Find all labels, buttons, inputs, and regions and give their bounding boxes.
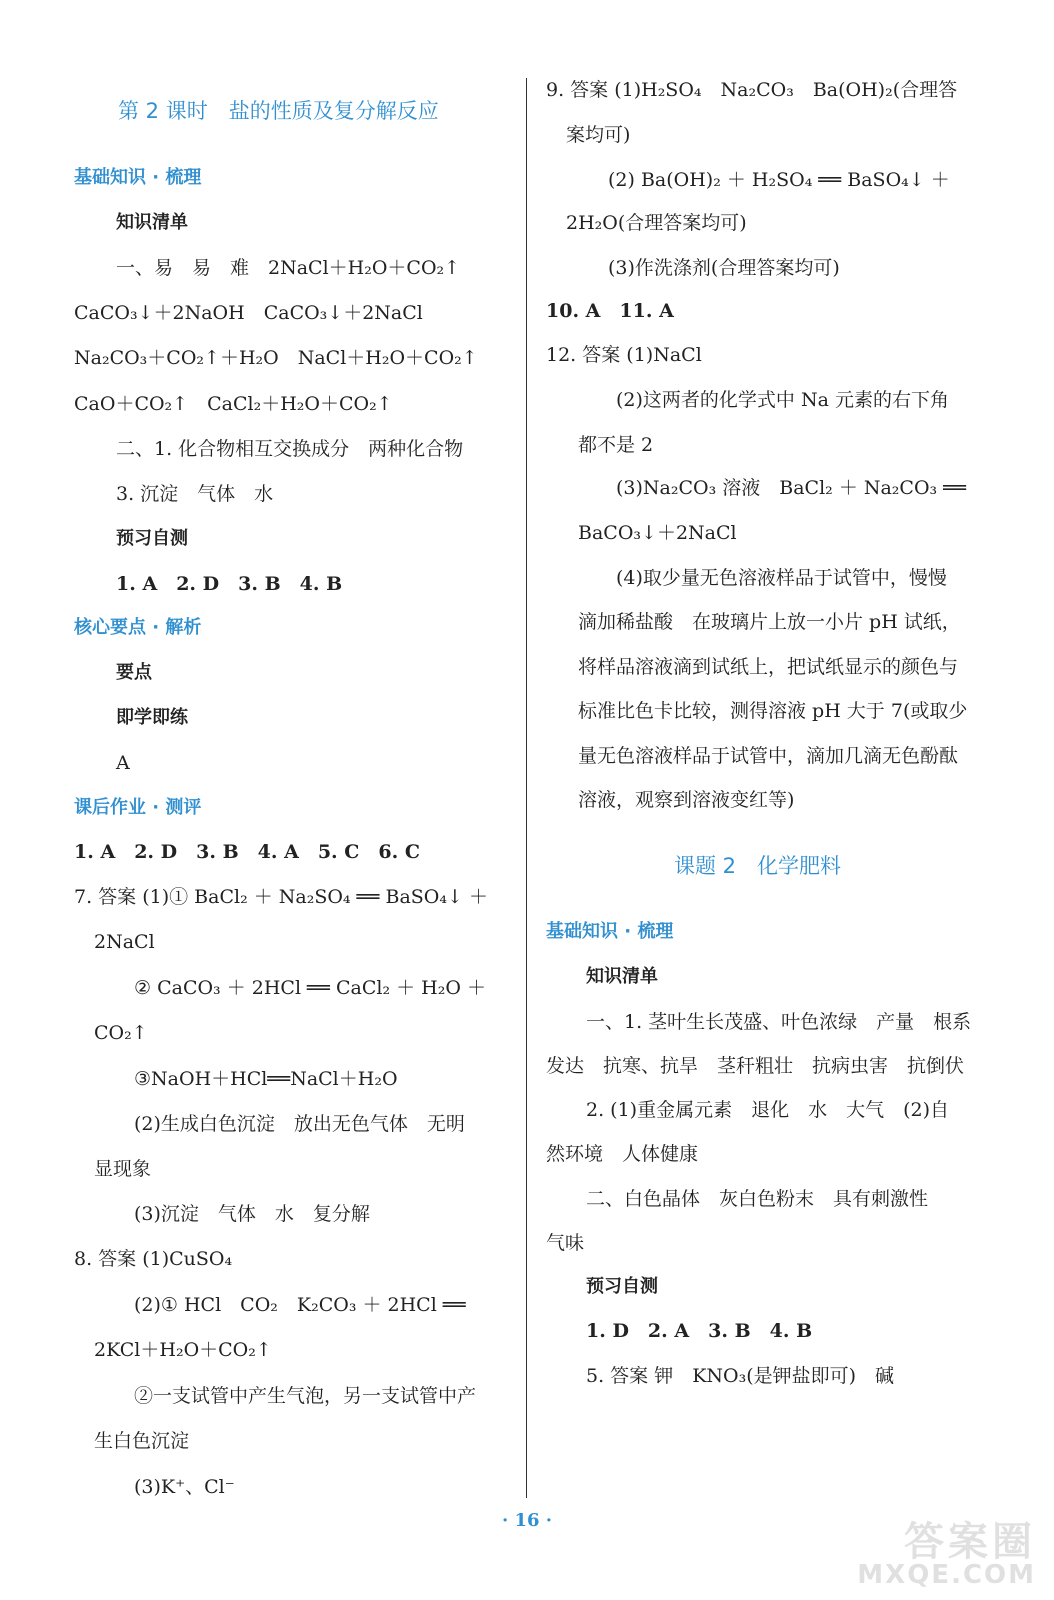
- answer-line: 5. 答案 钾 KNO₃(是钾盐即可) 碱: [586, 1365, 895, 1387]
- section-heading-core-points: 核心要点 · 解析: [74, 617, 202, 638]
- answer-line: 量无色溶液样品于试管中，滴加几滴无色酚酞: [578, 745, 959, 767]
- answer-line: 2NaCl: [94, 931, 155, 953]
- answer-line: (3)沉淀 气体 水 复分解: [134, 1203, 370, 1225]
- answer-line: 滴加稀盐酸 在玻璃片上放一小片 pH 试纸，: [578, 611, 961, 633]
- answer-line: (3)作洗涤剂(合理答案均可): [608, 257, 840, 279]
- answer-line: (2)这两者的化学式中 Na 元素的右下角: [616, 389, 949, 411]
- answer-line: 2KCl＋H₂O＋CO₂↑: [94, 1339, 272, 1361]
- answer-line: Na₂CO₃＋CO₂↑＋H₂O NaCl＋H₂O＋CO₂↑: [74, 347, 478, 369]
- section-heading-basics: 基础知识 · 梳理: [546, 921, 674, 942]
- answer-line: ② CaCO₃ ＋ 2HCl ══ CaCl₂ ＋ H₂O ＋: [134, 977, 486, 999]
- subheading-practice: 即学即练: [116, 707, 188, 728]
- subheading-knowledge-list: 知识清单: [116, 212, 188, 233]
- answer-line: 二、白色晶体 灰白色粉末 具有刺激性: [586, 1188, 929, 1210]
- answer-line: 然环境 人体健康: [546, 1143, 699, 1165]
- answer-line: 发达 抗寒、抗旱 茎秆粗壮 抗病虫害 抗倒伏: [546, 1055, 965, 1077]
- answer-line: ②一支试管中产生气泡，另一支试管中产: [134, 1385, 477, 1407]
- subheading-knowledge-list: 知识清单: [586, 966, 658, 987]
- answer-line: 3. 沉淀 气体 水: [116, 483, 274, 505]
- answer-line: 案均可): [566, 124, 631, 146]
- answer-line: CaCO₃↓＋2NaOH CaCO₃↓＋2NaCl: [74, 302, 423, 324]
- answer-line: 12. 答案 (1)NaCl: [546, 344, 702, 366]
- answer-line: 8. 答案 (1)CuSO₄: [74, 1248, 233, 1270]
- answer-line: 二、1. 化合物相互交换成分 两种化合物: [116, 438, 464, 460]
- answer-line: 一、易 易 难 2NaCl＋H₂O＋CO₂↑: [116, 257, 461, 279]
- topic-title: 课题 2 化学肥料: [674, 854, 842, 878]
- answer-line: 将样品溶液滴到试纸上，把试纸显示的颜色与: [578, 656, 959, 678]
- answer-line: ③NaOH＋HCl══NaCl＋H₂O: [134, 1068, 398, 1090]
- answer-line: CaO＋CO₂↑ CaCl₂＋H₂O＋CO₂↑: [74, 393, 393, 415]
- answer-line: 1. A 2. D 3. B 4. B: [116, 573, 343, 595]
- answer-line: 都不是 2: [578, 434, 654, 456]
- subheading-key-points: 要点: [116, 662, 152, 683]
- watermark-text: 答案圈: [904, 1519, 1036, 1565]
- answer-line: (4)取少量无色溶液样品于试管中，慢慢: [616, 567, 947, 589]
- answer-line: 7. 答案 (1)① BaCl₂ ＋ Na₂SO₄ ══ BaSO₄↓ ＋: [74, 886, 488, 908]
- answer-line: 2H₂O(合理答案均可): [566, 212, 747, 234]
- answer-line: 1. D 2. A 3. B 4. B: [586, 1320, 813, 1342]
- answer-line: 一、1. 茎叶生长茂盛、叶色浓绿 产量 根系: [586, 1011, 972, 1033]
- answer-line: 标准比色卡比较，测得溶液 pH 大于 7(或取少: [578, 700, 968, 722]
- answer-line: 2. (1)重金属元素 退化 水 大气 (2)自: [586, 1099, 949, 1121]
- subheading-preview-test: 预习自测: [586, 1276, 658, 1297]
- answer-line: 10. A 11. A: [546, 300, 674, 322]
- answer-line: (2)生成白色沉淀 放出无色气体 无明: [134, 1113, 465, 1135]
- section-heading-homework: 课后作业 · 测评: [74, 797, 202, 818]
- lesson-title: 第 2 课时 盐的性质及复分解反应: [118, 99, 439, 123]
- answer-line: 1. A 2. D 3. B 4. A 5. C 6. C: [74, 841, 420, 863]
- answer-line: (3)Na₂CO₃ 溶液 BaCl₂ ＋ Na₂CO₃ ══: [616, 477, 967, 499]
- column-divider: [526, 78, 527, 1498]
- watermark-url: MXQE.COM: [857, 1560, 1036, 1590]
- answer-line: 气味: [546, 1232, 585, 1254]
- answer-line: (3)K⁺、Cl⁻: [134, 1476, 235, 1498]
- page-number: · 16 ·: [501, 1510, 553, 1531]
- answer-line: A: [116, 752, 130, 774]
- answer-line: (2)① HCl CO₂ K₂CO₃ ＋ 2HCl ══: [134, 1294, 466, 1316]
- answer-line: 9. 答案 (1)H₂SO₄ Na₂CO₃ Ba(OH)₂(合理答: [546, 79, 958, 101]
- answer-line: 显现象: [94, 1158, 152, 1180]
- answer-line: (2) Ba(OH)₂ ＋ H₂SO₄ ══ BaSO₄↓ ＋: [608, 169, 950, 191]
- answer-line: BaCO₃↓＋2NaCl: [578, 522, 737, 544]
- answer-line: 溶液，观察到溶液变红等): [578, 789, 795, 811]
- section-heading-basics: 基础知识 · 梳理: [74, 167, 202, 188]
- answer-line: CO₂↑: [94, 1022, 148, 1044]
- watermark-logo: [857, 1510, 1036, 1590]
- subheading-preview-test: 预习自测: [116, 528, 188, 549]
- answer-line: 生白色沉淀: [94, 1430, 190, 1452]
